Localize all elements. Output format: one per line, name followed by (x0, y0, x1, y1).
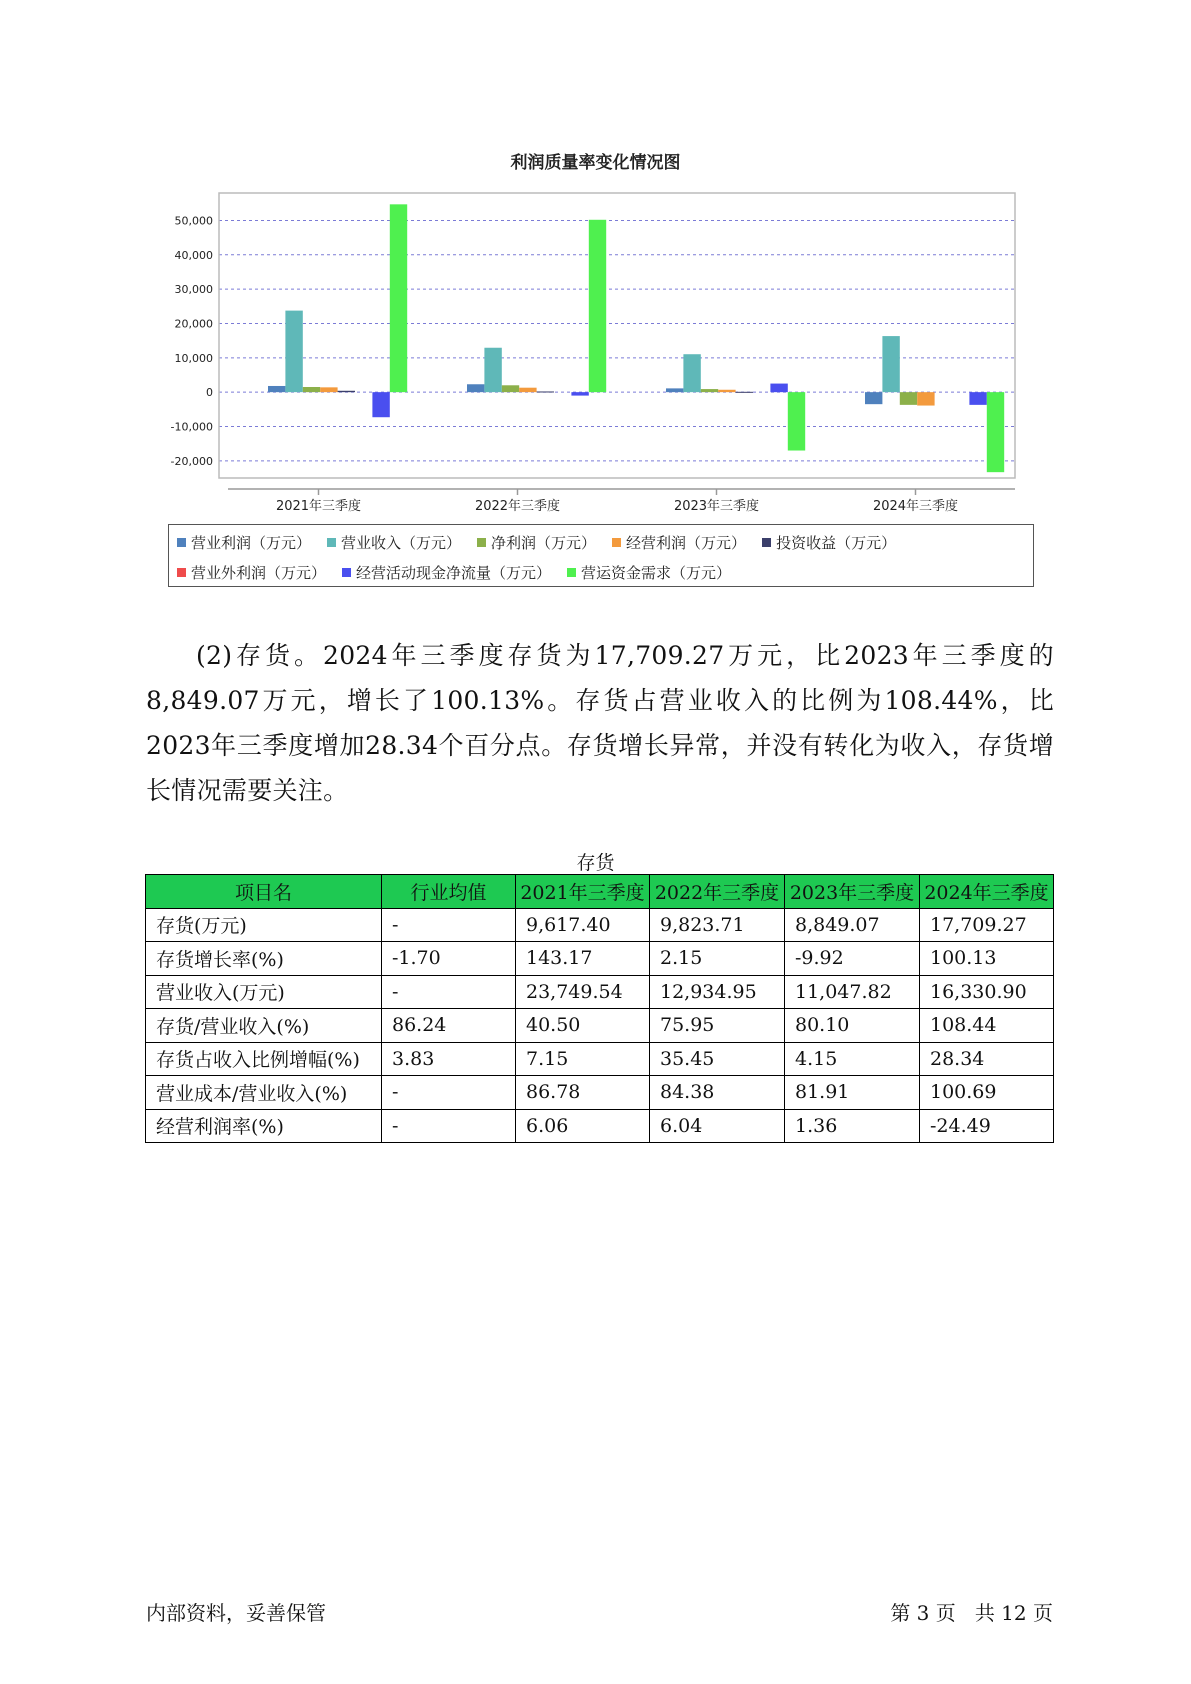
table-cell: -1.70 (382, 942, 516, 976)
table-cell: - (382, 975, 516, 1009)
bar (666, 388, 683, 392)
table-cell: 2.15 (650, 942, 785, 976)
bar (320, 387, 337, 392)
table-cell: - (382, 908, 516, 942)
legend-item (327, 532, 461, 553)
table-cell: 8,849.07 (785, 908, 920, 942)
table-cell: 108.44 (920, 1009, 1054, 1043)
legend-item (177, 562, 326, 583)
table-cell: 80.10 (785, 1009, 920, 1043)
header-industry-average: 行业均值 (382, 875, 516, 909)
table-cell: 16,330.90 (920, 975, 1054, 1009)
footer-page-number: 第 3 页 共 12 页 (890, 1601, 1053, 1625)
bar (484, 348, 501, 392)
y-tick-label: -10,000 (170, 420, 213, 434)
bar (268, 386, 285, 392)
legend-swatch (477, 538, 486, 547)
bar (519, 388, 536, 392)
table-row (146, 1109, 1054, 1143)
bar (736, 392, 753, 393)
y-tick-label: -20,000 (170, 454, 213, 468)
table-cell: - (382, 1076, 516, 1110)
legend-swatch (342, 568, 351, 577)
legend-swatch (327, 538, 336, 547)
table-cell: 100.13 (920, 942, 1054, 976)
table-cell: 35.45 (650, 1042, 785, 1076)
legend-label: 营运资金需求（万元） (581, 563, 732, 582)
x-category-label: 2021年三季度 (275, 499, 362, 514)
bar (718, 390, 735, 392)
legend-item (567, 562, 731, 583)
legend-label: 营业外利润（万元） (191, 563, 327, 582)
table-row (146, 1009, 1054, 1043)
table-cell: 6.04 (650, 1109, 785, 1143)
table-row (146, 908, 1054, 942)
bar (969, 392, 986, 405)
bar (390, 204, 407, 392)
bar (502, 385, 519, 392)
table-cell: 40.50 (516, 1009, 650, 1043)
inventory-analysis-paragraph: (2)存货。2024年三季度存货为17,709.27万元，比2023年三季度的8,849.07万元，增长了100.13%。存货占营业收入的比例为108.44%，比2023年三季度增加28.34个百分点。存货增长异常，并没有转化为收入，存货增长情况需要关注。 (146, 641, 1054, 805)
x-category-label: 2023年三季度 (673, 499, 760, 514)
bar (770, 384, 787, 393)
table-cell: 9,823.71 (650, 908, 785, 942)
header-2024q3: 2024年三季度 (920, 875, 1054, 909)
table-body (146, 908, 1054, 1143)
table-caption: 存货 (576, 852, 615, 874)
table-header-row (146, 875, 1054, 909)
chart-title: 利润质量率变化情况图 (510, 153, 681, 173)
legend-item (177, 532, 311, 553)
x-category-label: 2024年三季度 (872, 499, 959, 514)
table-row-label: 经营利润率(%) (146, 1109, 382, 1143)
header-2021q3: 2021年三季度 (516, 875, 650, 909)
table-cell: - (382, 1109, 516, 1143)
legend-label: 投资收益（万元） (776, 533, 897, 552)
bar (338, 391, 355, 392)
table-row (146, 1076, 1054, 1110)
table-row (146, 1042, 1054, 1076)
x-category-label: 2022年三季度 (474, 499, 561, 514)
legend-item (342, 562, 551, 583)
table-cell: 81.91 (785, 1076, 920, 1110)
table-row-label: 存货增长率(%) (146, 942, 382, 976)
table-row-label: 营业成本/营业收入(%) (146, 1076, 382, 1110)
table-cell: 4.15 (785, 1042, 920, 1076)
bar (372, 392, 389, 417)
table-cell: 17,709.27 (920, 908, 1054, 942)
bar (571, 392, 588, 395)
footer-confidential-note: 内部资料，妥善保管 (146, 1601, 326, 1625)
legend-label: 经营利润（万元） (626, 533, 747, 552)
table-cell: 100.69 (920, 1076, 1054, 1110)
table-cell: 12,934.95 (650, 975, 785, 1009)
legend-item (612, 532, 746, 553)
legend-label: 营业利润（万元） (191, 533, 312, 552)
bar (589, 220, 606, 392)
table-cell: 11,047.82 (785, 975, 920, 1009)
bar (987, 392, 1004, 472)
bar (467, 384, 484, 392)
table-cell: 143.17 (516, 942, 650, 976)
table-cell: 28.34 (920, 1042, 1054, 1076)
legend-swatch (762, 538, 771, 547)
y-tick-label: 40,000 (174, 248, 213, 262)
bar (303, 387, 320, 392)
y-tick-label: 0 (206, 386, 213, 400)
bar (285, 311, 302, 393)
legend-label: 营业收入（万元） (341, 533, 462, 552)
table-row (146, 942, 1054, 976)
table-cell: 84.38 (650, 1076, 785, 1110)
legend-label: 经营活动现金净流量（万元） (356, 563, 552, 582)
legend-item (477, 532, 596, 553)
legend-label: 净利润（万元） (491, 533, 597, 552)
table-cell: -9.92 (785, 942, 920, 976)
table-cell: 1.36 (785, 1109, 920, 1143)
table-row-label: 存货占收入比例增幅(%) (146, 1042, 382, 1076)
chart-legend (168, 524, 1034, 587)
inventory-table (145, 874, 1054, 1143)
profit-quality-chart (0, 0, 1191, 520)
legend-row-1 (177, 527, 912, 557)
legend-item (762, 532, 896, 553)
bar (701, 389, 718, 392)
table-cell: -24.49 (920, 1109, 1054, 1143)
table-row (146, 975, 1054, 1009)
header-2022q3: 2022年三季度 (650, 875, 785, 909)
table-row-label: 营业收入(万元) (146, 975, 382, 1009)
bar (882, 336, 899, 392)
bar (865, 392, 882, 404)
y-tick-label: 30,000 (174, 283, 213, 297)
plot-area-frame (219, 193, 1015, 478)
bar (917, 392, 934, 405)
legend-row-2 (177, 557, 747, 587)
bar (683, 354, 700, 392)
legend-swatch (567, 568, 576, 577)
y-tick-label: 10,000 (174, 351, 213, 365)
header-2023q3: 2023年三季度 (785, 875, 920, 909)
table-row-label: 存货(万元) (146, 908, 382, 942)
chart-bars (268, 204, 1004, 472)
table-cell: 86.78 (516, 1076, 650, 1110)
y-tick-label: 50,000 (174, 214, 213, 228)
bar (900, 392, 917, 405)
table-cell: 3.83 (382, 1042, 516, 1076)
legend-swatch (612, 538, 621, 547)
table-row-label: 存货/营业收入(%) (146, 1009, 382, 1043)
legend-swatch (177, 568, 186, 577)
table-cell: 9,617.40 (516, 908, 650, 942)
table-cell: 7.15 (516, 1042, 650, 1076)
table-cell: 6.06 (516, 1109, 650, 1143)
bar (788, 392, 805, 450)
table-cell: 23,749.54 (516, 975, 650, 1009)
y-tick-label: 20,000 (174, 317, 213, 331)
bar (537, 391, 554, 392)
table-cell: 75.95 (650, 1009, 785, 1043)
table-cell: 86.24 (382, 1009, 516, 1043)
legend-swatch (177, 538, 186, 547)
header-item-name: 项目名 (146, 875, 382, 909)
